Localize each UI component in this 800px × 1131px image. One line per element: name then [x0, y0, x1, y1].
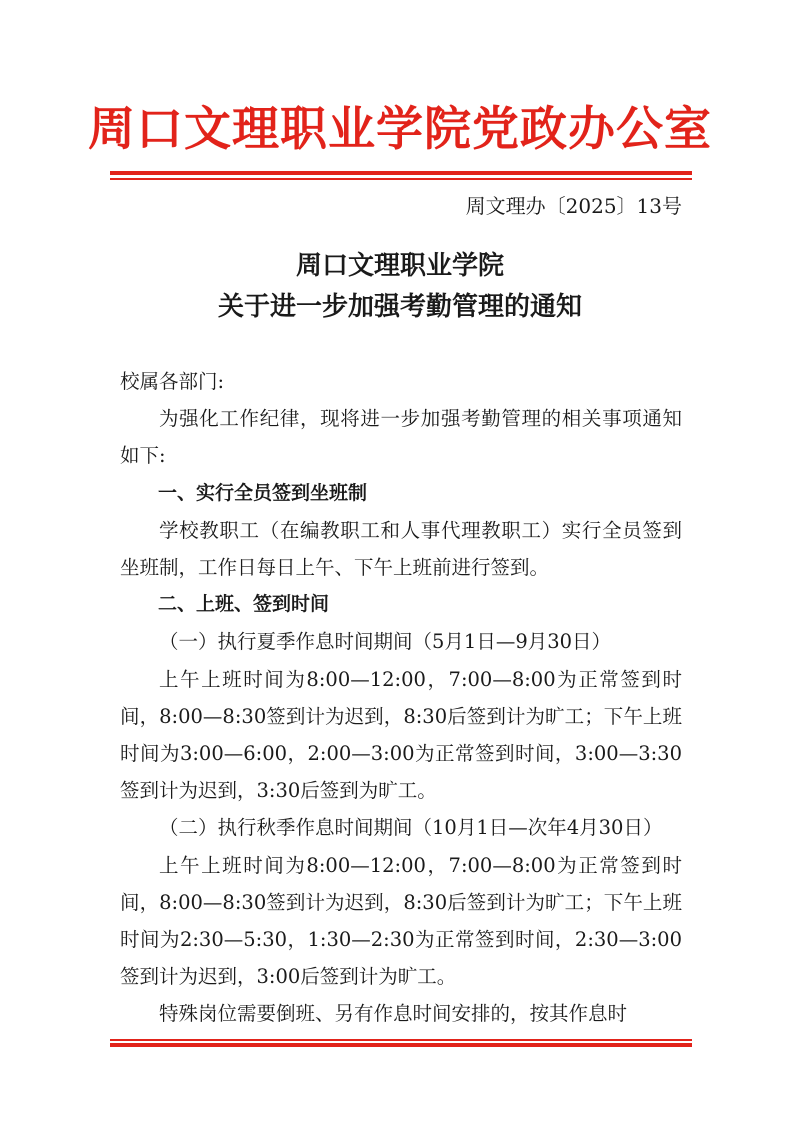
- footer-divider-thin: [110, 1039, 692, 1041]
- salutation: 校属各部门:: [120, 370, 225, 393]
- autumn-schedule-subheading: （二）执行秋季作息时间期间（10月1日—次年4月30日）: [159, 816, 663, 840]
- section-1-text: 学校教职工（在编教职工和人事代理教职工）实行全员签到坐班制，工作日每日上午、下午上班前进行签到。: [120, 518, 682, 580]
- section-1-heading: 一、实行全员签到坐班制: [158, 481, 368, 504]
- document-number: 周文理办〔2025〕13号: [465, 194, 682, 218]
- intro-paragraph: 为强化工作纪律，现将进一步加强考勤管理的相关事项通知如下:: [120, 407, 682, 468]
- summer-schedule-text: 上午上班时间为8:00—12:00，7:00—8:00为正常签到时间，8:00—8:30签到计为迟到，8:30后签到计为旷工；下午上班时间为3:00—6:00，2:00—3:00为正常签到时间，3:00—3:30签到计为迟到，3:30后签到为旷工。: [120, 667, 682, 803]
- summer-schedule-subheading: （一）执行夏季作息时间期间（5月1日—9月30日）: [159, 630, 612, 654]
- header-divider-thick: [110, 171, 692, 175]
- autumn-schedule-text: 上午上班时间为8:00—12:00，7:00—8:00为正常签到时间，8:00—8:30签到计为迟到，8:30后签到计为旷工；下午上班时间为2:30—5:30，1:30—2:30为正常签到时间，2:30—3:00签到计为迟到，3:00后签到计为旷工。: [120, 853, 682, 989]
- notice-body: [120, 363, 682, 1033]
- special-posts-text: 特殊岗位需要倒班、另有作息时间安排的，按其作息时: [159, 1002, 628, 1026]
- footer-divider-thick: [110, 1043, 692, 1047]
- section-2-heading: 二、上班、签到时间: [158, 593, 330, 616]
- header-divider-thin: [110, 178, 692, 180]
- notice-title-line-1: 周口文理职业学院: [295, 251, 504, 281]
- office-header-title: 周口文理职业学院党政办公室: [88, 102, 712, 157]
- notice-title-line-2: 关于进一步加强考勤管理的通知: [217, 292, 582, 322]
